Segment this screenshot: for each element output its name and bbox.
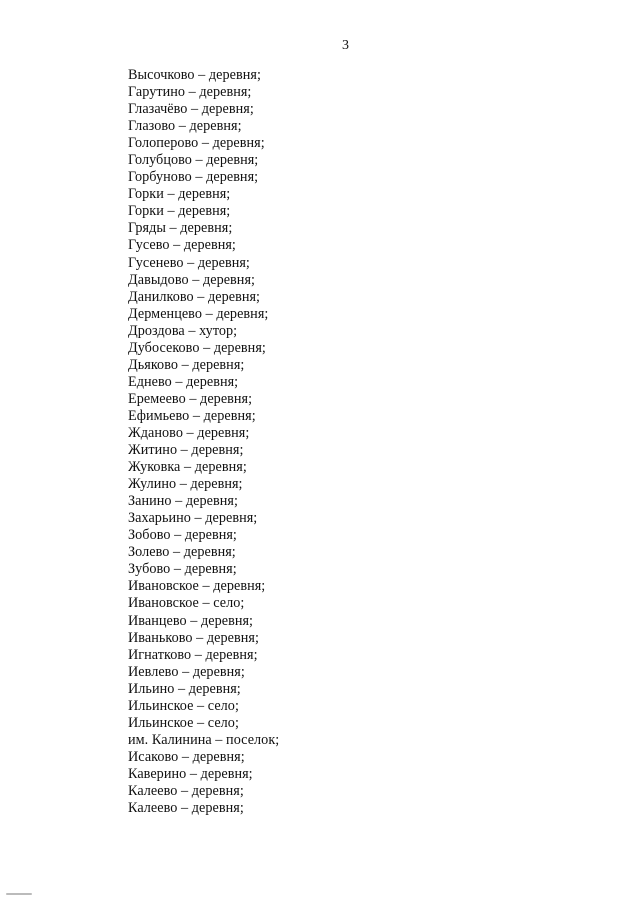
list-item: Еремеево – деревня; [128,390,253,407]
list-item: Жуковка – деревня; [128,459,247,476]
list-item: Золево – деревня; [128,544,236,561]
list-item: Ильинское – село; [128,714,239,731]
list-item: Высочково – деревня; [128,67,261,83]
list-item: Гарутино – деревня; [128,84,252,101]
list-item: Жулино – деревня; [128,476,243,493]
list-item: Голоперово – деревня; [128,135,265,152]
list-item: Гусево – деревня; [128,237,236,254]
list-item: Гусенево – деревня; [128,254,250,271]
list-item: Иванцево – деревня; [128,612,254,629]
list-item: Глазачёво – деревня; [128,101,254,118]
list-item: Игнатково – деревня; [128,646,258,663]
list-item: Житино – деревня; [128,442,244,459]
list-item: Захарьино – деревня; [128,510,258,527]
list-item: Зобово – деревня; [128,527,237,544]
list-item: им. Калинина – поселок; [128,731,280,748]
list-item: Жданово – деревня; [128,424,250,441]
list-item: Глазово – деревня; [128,118,242,135]
list-item: Голубцово – деревня; [128,152,259,169]
list-item: Зубово – деревня; [128,561,237,578]
page-number: 3 [342,38,349,53]
list-item: Давыдово – деревня; [128,271,256,288]
list-item: Иевлево – деревня; [128,663,245,680]
list-item: Калеево – деревня; [128,782,244,799]
settlement-list [128,67,279,817]
list-item: Дерменцево – деревня; [128,305,269,322]
list-item: Гряды – деревня; [128,220,233,237]
scan-speck [6,893,32,895]
list-item: Ильинское – село; [128,697,239,714]
list-item: Ефимьево – деревня; [128,407,256,424]
list-item: Каверино – деревня; [128,765,253,782]
list-item: Данилково – деревня; [128,288,261,305]
list-item: Ивановское – деревня; [128,578,266,595]
list-item: Дьяково – деревня; [128,356,245,373]
list-item: Занино – деревня; [128,493,238,510]
list-item: Ивановское – село; [128,595,245,612]
list-item: Ильино – деревня; [128,680,241,697]
list-item: Иваньково – деревня; [128,629,259,646]
list-item: Дроздова – хутор; [128,322,238,339]
list-item: Исаково – деревня; [128,748,245,765]
list-item: Горки – деревня; [128,186,231,203]
list-item: Дубосеково – деревня; [128,339,266,356]
list-item: Горки – деревня; [128,203,231,220]
list-item: Калеево – деревня; [128,800,244,817]
list-item: Горбуново – деревня; [128,169,259,186]
list-item: Еднево – деревня; [128,373,239,390]
